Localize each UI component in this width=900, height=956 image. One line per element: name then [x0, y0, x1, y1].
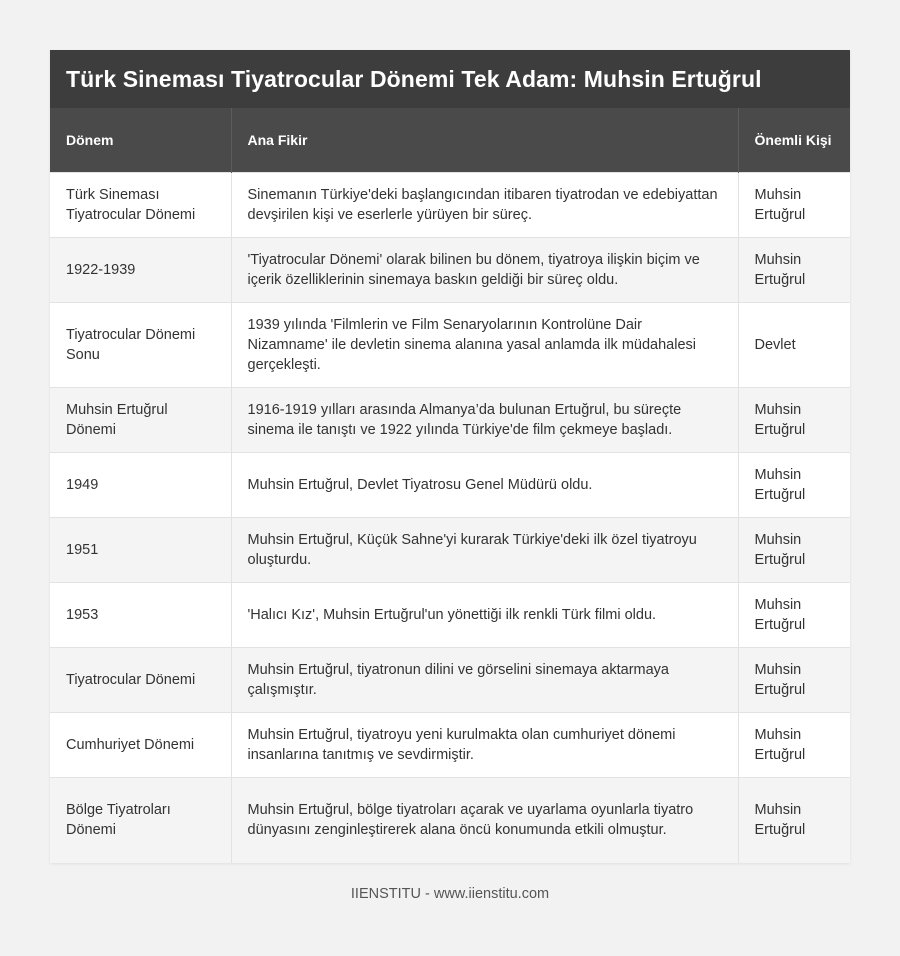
cell-onemli-kisi: Muhsin Ertuğrul [738, 388, 850, 453]
cell-onemli-kisi: Devlet [738, 303, 850, 388]
cell-donem: 1949 [50, 453, 231, 518]
table-header [50, 108, 850, 173]
header-donem: Dönem [50, 108, 231, 173]
cell-onemli-kisi: Muhsin Ertuğrul [738, 453, 850, 518]
header-onemli-kisi: Önemli Kişi [738, 108, 850, 173]
table-row [50, 518, 850, 583]
table-row [50, 778, 850, 863]
table-row [50, 303, 850, 388]
cell-ana-fikir: 'Tiyatrocular Dönemi' olarak bilinen bu dönem, tiyatroya ilişkin biçim ve içerik özelliklerinin sinemaya baskın geldiği bir süreç oldu. [231, 238, 738, 303]
footer-credit: IIENSTITU - www.iienstitu.com [350, 886, 550, 902]
table-body [50, 173, 850, 863]
header-ana-fikir: Ana Fikir [231, 108, 738, 173]
cell-donem: Bölge Tiyatroları Dönemi [50, 778, 231, 863]
cell-ana-fikir: 'Halıcı Kız', Muhsin Ertuğrul'un yönettiği ilk renkli Türk filmi oldu. [231, 583, 738, 648]
header-row [50, 108, 850, 173]
cell-onemli-kisi: Muhsin Ertuğrul [738, 648, 850, 713]
table-title: Türk Sineması Tiyatrocular Dönemi Tek Adam: Muhsin Ertuğrul [50, 50, 850, 108]
cell-donem: Tiyatrocular Dönemi Sonu [50, 303, 231, 388]
table-row [50, 648, 850, 713]
table-row [50, 388, 850, 453]
cell-donem: 1951 [50, 518, 231, 583]
cell-donem: 1922-1939 [50, 238, 231, 303]
cell-onemli-kisi: Muhsin Ertuğrul [738, 778, 850, 863]
table-row [50, 238, 850, 303]
table-row [50, 453, 850, 518]
table-row [50, 173, 850, 238]
table-card [50, 50, 850, 863]
cell-ana-fikir: Sinemanın Türkiye'deki başlangıcından itibaren tiyatrodan ve edebiyattan devşirilen kişi ve eserlerle yürüyen bir süreç. [231, 173, 738, 238]
cell-ana-fikir: Muhsin Ertuğrul, tiyatroyu yeni kurulmakta olan cumhuriyet dönemi insanlarına tanıtmış ve sevdirmiştir. [231, 713, 738, 778]
cell-onemli-kisi: Muhsin Ertuğrul [738, 583, 850, 648]
table-row [50, 713, 850, 778]
data-table [50, 108, 850, 863]
cell-ana-fikir: Muhsin Ertuğrul, Devlet Tiyatrosu Genel Müdürü oldu. [231, 453, 738, 518]
table-row [50, 583, 850, 648]
cell-onemli-kisi: Muhsin Ertuğrul [738, 173, 850, 238]
cell-onemli-kisi: Muhsin Ertuğrul [738, 238, 850, 303]
cell-donem: 1953 [50, 583, 231, 648]
cell-ana-fikir: Muhsin Ertuğrul, Küçük Sahne'yi kurarak Türkiye'deki ilk özel tiyatroyu oluşturdu. [231, 518, 738, 583]
cell-donem: Cumhuriyet Dönemi [50, 713, 231, 778]
cell-donem: Türk Sineması Tiyatrocular Dönemi [50, 173, 231, 238]
cell-onemli-kisi: Muhsin Ertuğrul [738, 713, 850, 778]
cell-onemli-kisi: Muhsin Ertuğrul [738, 518, 850, 583]
cell-donem: Tiyatrocular Dönemi [50, 648, 231, 713]
cell-ana-fikir: 1939 yılında 'Filmlerin ve Film Senaryolarının Kontrolüne Dair Nizamname' ile devletin sinema alanına yasal anlamda ilk müdahalesi gerçekleşti. [231, 303, 738, 388]
cell-ana-fikir: Muhsin Ertuğrul, bölge tiyatroları açarak ve uyarlama oyunlarla tiyatro dünyasını zenginleştirerek alana öncü konumunda etkili olmuştur. [231, 778, 738, 863]
cell-ana-fikir: Muhsin Ertuğrul, tiyatronun dilini ve görselini sinemaya aktarmaya çalışmıştır. [231, 648, 738, 713]
cell-ana-fikir: 1916-1919 yılları arasında Almanya’da bulunan Ertuğrul, bu süreçte sinema ile tanıştı ve 1922 yılında Türkiye'de film çekmeye başladı. [231, 388, 738, 453]
cell-donem: Muhsin Ertuğrul Dönemi [50, 388, 231, 453]
